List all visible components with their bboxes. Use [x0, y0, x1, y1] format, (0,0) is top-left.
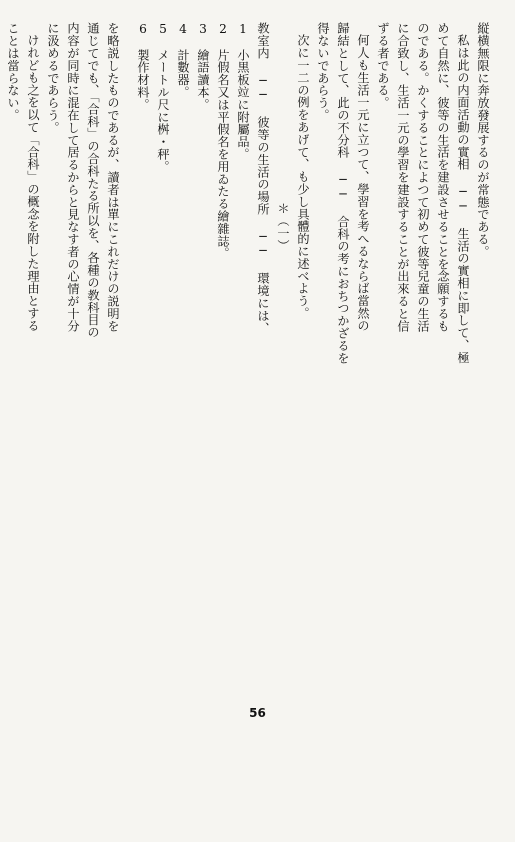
text-column: を略説したものであるが、讀者は單にこれだけの説明を [106, 22, 120, 332]
text-column: 2 片假名又は平假名を用ゐたる繪雜誌。 [216, 22, 230, 260]
text-column: 5 メートル尺に桝・秤。 [156, 22, 170, 173]
text-column: けれども之を以て「合科」の概念を附した理由とする [26, 34, 40, 332]
text-column: のである。かくすることによつて初めて彼等兒童の生活 [416, 22, 430, 332]
text-column: に合致し、生活一元の學習を建設することが出來ると信 [396, 22, 410, 332]
text-column: 1 小黒板竝に附屬品。 [236, 22, 250, 161]
text-columns [0, 22, 493, 662]
text-column: 教室内 ── 彼等の生活の場所 ── 環境には、 [256, 22, 270, 334]
text-column: ＊（一） [276, 202, 290, 252]
text-column: 4 計數器。 [176, 22, 190, 99]
text-column: 得ないであらう。 [316, 22, 330, 122]
text-column: 歸結として、此の不分科 ── 合科の考におちつかざるを [336, 22, 350, 364]
text-column: 3 繪語讀本。 [196, 22, 210, 111]
text-column: 6 製作材料。 [136, 22, 150, 111]
text-column: 内容が同時に混在して居るからと見なす者の心情が十分 [66, 22, 80, 332]
text-column: 縦横無限に奔放發展するのが常態である。 [476, 22, 490, 258]
page-number: 56 [249, 706, 266, 720]
text-column: 通じてでも、「合科」の合科たる所以を、各種の教科目の [86, 22, 100, 339]
text-column: めて自然に、彼等の生活を建設させることを念願するも [436, 22, 450, 332]
text-column: に汲めるであらう。 [46, 22, 60, 134]
text-column: ことは當らない。 [6, 22, 20, 122]
text-column: 次に一二の例をあげて、も少し具體的に述べよう。 [296, 34, 310, 320]
text-column: 私は此の内面活動の實相 ── 生活の實相に即して、極 [456, 34, 470, 364]
text-column: ずる者である。 [376, 22, 390, 109]
text-column: 何人も生活一元に立つて、學習を考へるならば當然の [356, 34, 370, 332]
